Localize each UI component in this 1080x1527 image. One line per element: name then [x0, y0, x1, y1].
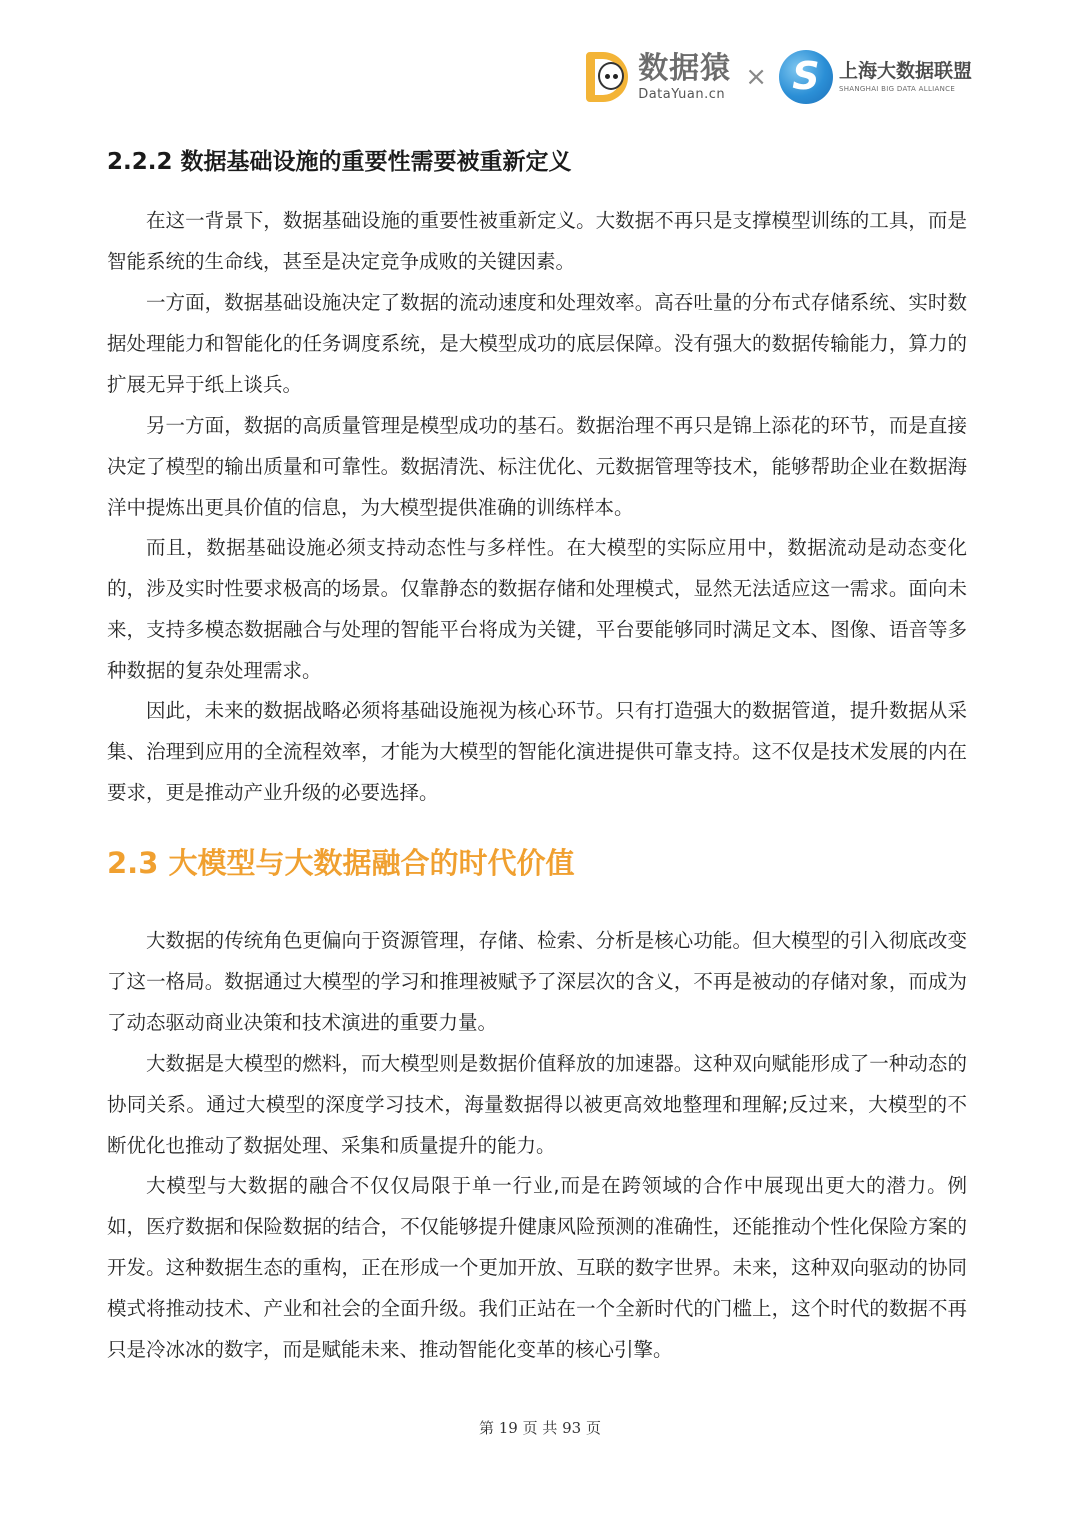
page-number: 第 19 页 共 93 页 — [478, 1419, 601, 1437]
section-2-3-title: 2.3 大模型与大数据融合的时代价值 — [107, 846, 575, 880]
page-header — [584, 44, 972, 110]
paragraph: 大模型与大数据的融合不仅仅局限于单一行业,而是在跨领域的合作中展现出更大的潜力。例如，医疗数据和保险数据的结合，不仅能够提升健康风险预测的准确性，还能推动个性化保险方案的开发。这种数据生态的重构，正在形成一个更加开放、互联的数字世界。未来，这种双向驱动的协同模式将推动技术、产业和社会的全面升级。我们正站在一个全新时代的门槛上，这个时代的数据不再只是冷冰冰的数字，而是赋能未来、推动智能化变革的核心引擎。 — [107, 1174, 967, 1361]
datayuan-brand-name: 数据猿 — [638, 50, 732, 86]
datayuan-logo-icon — [584, 48, 634, 106]
section-2-2-2-title: 2.2.2 数据基础设施的重要性需要被重新定义 — [107, 149, 572, 175]
paragraph: 大数据是大模型的燃料，而大模型则是数据价值释放的加速器。这种双向赋能形成了一种动态的协同关系。通过大模型的深度学习技术，海量数据得以被更高效地整理和理解;反过来，大模型的不断优化也推动了数据处理、采集和质量提升的能力。 — [107, 1052, 967, 1157]
paragraph: 因此，未来的数据战略必须将基础设施视为核心环节。只有打造强大的数据管道，提升数据从采集、治理到应用的全流程效率，才能为大模型的智能化演进提供可靠支持。这不仅是技术发展的内在要求，更是推动产业升级的必要选择。 — [107, 699, 967, 804]
sbda-brand-name: 上海大数据联盟 — [838, 59, 972, 82]
paragraph: 一方面，数据基础设施决定了数据的流动速度和处理效率。高吞吐量的分布式存储系统、实时数据处理能力和智能化的任务调度系统，是大模型成功的底层保障。没有强大的数据传输能力，算力的扩展无异于纸上谈兵。 — [107, 291, 967, 396]
paragraph: 另一方面，数据的高质量管理是模型成功的基石。数据治理不再只是锦上添花的环节，而是直接决定了模型的输出质量和可靠性。数据清洗、标注优化、元数据管理等技术，能够帮助企业在数据海洋中提炼出更具价值的信息，为大模型提供准确的训练样本。 — [107, 414, 967, 519]
paragraph: 而且，数据基础设施必须支持动态性与多样性。在大模型的实际应用中，数据流动是动态变化的，涉及实时性要求极高的场景。仅靠静态的数据存储和处理模式，显然无法适应这一需求。面向未来，支持多模态数据融合与处理的智能平台将成为关键，平台要能够同时满足文本、图像、语音等多种数据的复杂处理需求。 — [107, 536, 967, 682]
paragraph: 在这一背景下，数据基础设施的重要性被重新定义。大数据不再只是支撑模型训练的工具，而是智能系统的生命线，甚至是决定竞争成败的关键因素。 — [107, 209, 967, 273]
paragraph: 大数据的传统角色更偏向于资源管理，存储、检索、分析是核心功能。但大模型的引入彻底改变了这一格局。数据通过大模型的学习和推理被赋予了深层次的含义，不再是被动的存储对象，而成为了动态驱动商业决策和技术演进的重要力量。 — [107, 929, 967, 1034]
sbda-brand — [838, 59, 972, 93]
sbda-logo-icon: S — [779, 50, 833, 104]
sbda-brand-english: SHANGHAI BIG DATA ALLIANCE — [838, 84, 956, 93]
cross-separator: × — [745, 62, 767, 92]
datayuan-brand-url: DataYuan.cn — [638, 86, 726, 102]
datayuan-brand — [638, 50, 732, 102]
